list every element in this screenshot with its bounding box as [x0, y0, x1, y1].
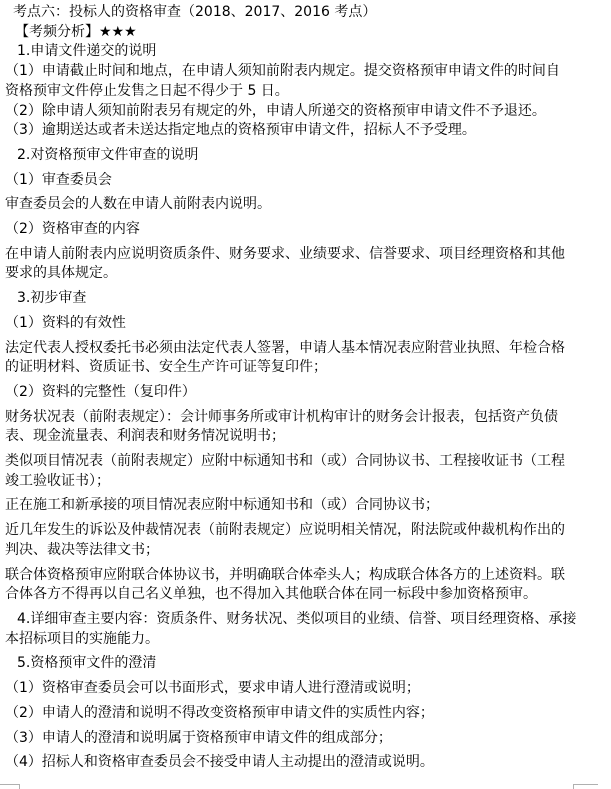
text-line: （2）申请人的澄清和说明不得改变资格预审申请文件的实质性内容；: [5, 704, 434, 721]
paragraph-numbered: [5, 610, 610, 649]
text-line: 财务状况表（前附表规定）：会计师事务所或审计机构审计的财务会计报表，包括资产负债: [5, 408, 558, 425]
document-body[interactable]: [5, 3, 610, 773]
text-line: 近几年发生的诉讼及仲裁情况表（前附表规定）应说明相关情况，附法院或仲裁机构作出的: [5, 522, 565, 539]
text-line: 审查委员会的人数在申请人前附表内说明。: [5, 196, 271, 213]
paragraph-body: [5, 245, 610, 284]
paragraph-body: [5, 496, 610, 516]
text-line: 正在施工和新承接的项目情况表应附中标通知书和（或）合同协议书；: [5, 497, 439, 514]
table-border-fragment-left-top: [0, 784, 20, 785]
text-line: 的证明材料、资质证书、安全生产许可证等复印件；: [5, 359, 327, 376]
paragraph-subitem: [5, 314, 610, 334]
text-line: 表、现金流量表、利润表和财务情况说明书；: [5, 428, 285, 445]
text-line: 资格预审文件停止发售之日起不得少于 5 日。: [5, 82, 289, 99]
paragraph-subitem: [5, 679, 610, 699]
text-line: 在申请人前附表内应说明资质条件、财务要求、业绩要求、信誉要求、项目经理资格和其他: [5, 245, 565, 262]
text-line: 法定代表人授权委托书必须由法定代表人签署，申请人基本情况表应附营业执照、年检合格: [5, 339, 565, 356]
text-line: 5.资格预审文件的澄清: [17, 655, 157, 672]
paragraph-numbered: [5, 654, 610, 674]
text-line: 判决、裁决等法律文书；: [5, 541, 159, 558]
paragraph-body: [5, 339, 610, 378]
text-line: 要求的具体规定。: [5, 265, 117, 282]
text-line: （1）审查委员会: [5, 171, 112, 188]
text-line: 2.对资格预审文件审查的说明: [17, 146, 199, 163]
paragraph-body: [5, 452, 610, 491]
paragraph-subitem: [5, 729, 610, 749]
paragraph-body: [5, 408, 610, 447]
text-line: （2）资格审查的内容: [5, 221, 140, 238]
paragraph-numbered: [5, 42, 610, 62]
text-line: （1）资料的有效性: [5, 314, 126, 331]
text-line: （2）除申请人须知前附表另有规定的外，申请人所递交的资格预审申请文件不予退还。: [5, 102, 546, 119]
paragraph-numbered: [5, 146, 610, 166]
text-line: 考点六：投标人的资格审查（2018、2017、2016 考点）: [13, 4, 377, 20]
text-line: （4）招标人和资格审查委员会不接受申请人主动提出的澄清或说明。: [5, 754, 434, 771]
text-line: 本招标项目的实施能力。: [5, 630, 159, 647]
text-line: 【考频分析】★★★: [15, 23, 137, 40]
paragraph-subitem: [5, 220, 610, 240]
paragraph-subitem: [5, 704, 610, 724]
text-line: （3）申请人的澄清和说明属于资格预审申请文件的组成部分；: [5, 729, 392, 746]
table-border-fragment-right-vertical: [573, 784, 574, 789]
text-line: （3）逾期送达或者未送达指定地点的资格预审申请文件，招标人不予受理。: [5, 122, 476, 139]
paragraph-subitem: [5, 383, 610, 403]
paragraph-subitem: [5, 171, 610, 191]
paragraph-body: [5, 566, 610, 605]
text-line: 4.详细审查主要内容：资质条件、财务状况、类似项目的业绩、信誉、项目经理资格、承接: [17, 610, 577, 627]
table-border-fragment-right-top: [573, 784, 598, 785]
text-line: 竣工验收证书）；: [5, 472, 110, 489]
text-line: 合体各方不得再以自己名义单独，也不得加入其他联合体在同一标段中参加资格预审。: [5, 586, 537, 603]
text-line: （1）资格审查委员会可以书面形式，要求申请人进行澄清或说明；: [5, 680, 420, 697]
paragraph-heading: [5, 3, 610, 23]
paragraph-subitem: [5, 102, 610, 122]
paragraph-subitem: [5, 753, 610, 773]
paragraph-numbered: [5, 289, 610, 309]
text-line: （2）资料的完整性（复印件）: [5, 383, 196, 400]
text-line: 联合体资格预审应附联合体协议书，并明确联合体牵头人；构成联合体各方的上述资料。联: [5, 566, 565, 583]
text-line: 3.初步审查: [17, 290, 87, 307]
paragraph-subitem: [5, 62, 610, 101]
paragraph-body: [5, 521, 610, 560]
table-border-fragment-left-vertical: [19, 784, 20, 789]
text-line: （1）申请截止时间和地点，在申请人须知前附表内规定。提交资格预审申请文件的时间自: [5, 63, 560, 80]
text-line: 1.申请文件递交的说明: [17, 43, 157, 60]
paragraph-frequency: [5, 23, 610, 43]
paragraph-subitem: [5, 121, 610, 141]
text-line: 类似项目情况表（前附表规定）应附中标通知书和（或）合同协议书、工程接收证书（工程: [5, 453, 565, 470]
paragraph-body: [5, 195, 610, 215]
